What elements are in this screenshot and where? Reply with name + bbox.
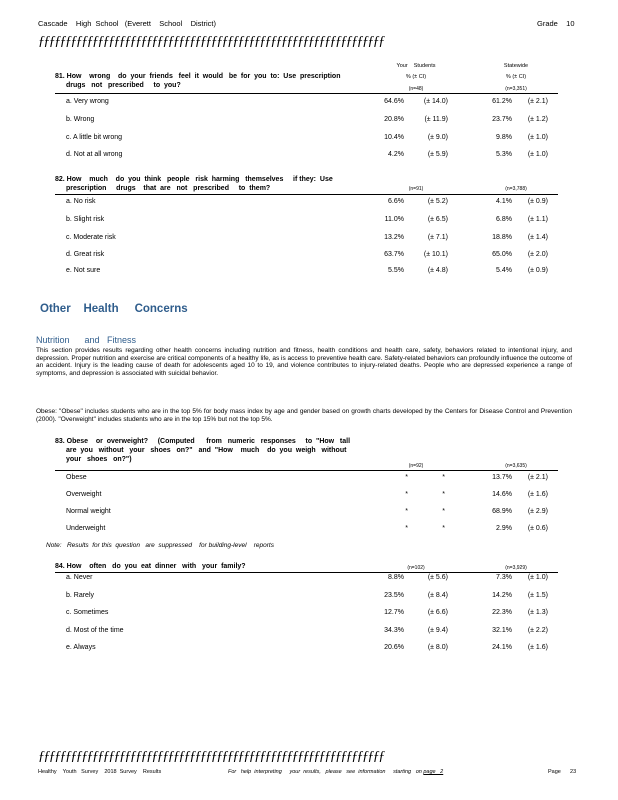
school-ci: (± 5.2) — [427, 198, 448, 205]
q81-question-line1: 81. How wrong do your friends feel it would be for you to: Use prescription — [55, 73, 341, 80]
state-ci: (± 1.0) — [527, 134, 548, 141]
state-pct: 61.2% — [492, 98, 512, 105]
q81-question-line2: drugs not prescribed to you? — [66, 82, 181, 89]
school-pct: 5.5% — [388, 267, 404, 274]
q81-n-school: (n=48) — [408, 86, 424, 92]
q83-question-line1: 83. Obese or overweight? (Computed from numeric responses to "How tall — [55, 438, 351, 445]
row-label: Normal weight — [66, 508, 111, 515]
school-pct: 23.5% — [384, 592, 404, 599]
subsection-title: Nutrition and Fitness — [36, 335, 137, 345]
row-label: b. Wrong — [66, 116, 95, 123]
school-pct: * — [405, 491, 408, 498]
q82-n-state: (n=3,788) — [505, 186, 527, 192]
pct-ci-state-header: % (± CI) — [505, 74, 527, 80]
footer-rule: ƒƒƒƒƒƒƒƒƒƒƒƒƒƒƒƒƒƒƒƒƒƒƒƒƒƒƒƒƒƒƒƒƒƒƒƒƒƒƒƒƒƒƒƒƒƒƒƒƒƒƒƒƒƒƒƒƒƒƒƒƒƒƒƒ — [38, 749, 384, 764]
school-ci: * — [442, 508, 445, 515]
q84-question-line1: 84. How often do you eat dinner with your family? — [55, 563, 246, 570]
school-pct: 64.6% — [384, 98, 404, 105]
school-ci: (± 4.8) — [427, 267, 448, 274]
state-pct: 14.2% — [492, 592, 512, 599]
state-ci: (± 1.0) — [527, 574, 548, 581]
row-label: c. A little bit wrong — [66, 134, 123, 141]
school-ci: (± 6.6) — [427, 609, 448, 616]
school-ci: (± 7.1) — [427, 234, 448, 241]
school-pct: 34.3% — [384, 627, 404, 634]
school-ci: (± 10.1) — [423, 251, 448, 258]
row-label: a. No risk — [66, 198, 96, 205]
footer-help-label: For help interpreting your results, please see information starting on — [228, 769, 424, 775]
row-label: d. Great risk — [66, 251, 105, 258]
obese-definition: Obese: "Obese" includes students who are in the top 5% for body mass index by age and gender based on growth charts developed by the Centers for Disease Control and Prevention (2000). "Overweight" includes students who are in the top 15% but not the top 5%. — [36, 408, 572, 423]
school-pct: 4.2% — [388, 151, 404, 158]
school-pct: 63.7% — [384, 251, 404, 258]
q82-n-school: (n=91) — [408, 186, 424, 192]
school-ci: (± 5.6) — [427, 574, 448, 581]
school-pct: 12.7% — [384, 609, 404, 616]
q83-suppression-note: Note: Results for this question are suppressed for building-level reports — [46, 542, 274, 549]
state-ci: (± 1.2) — [527, 116, 548, 123]
q82-question-line1: 82. How much do you think people risk harming themselves if they: Use — [55, 176, 333, 183]
row-label: a. Never — [66, 574, 93, 581]
school-ci: (± 9.4) — [427, 627, 448, 634]
state-pct: 2.9% — [496, 525, 512, 532]
state-ci: (± 2.2) — [527, 627, 548, 634]
state-ci: (± 2.9) — [527, 508, 548, 515]
state-pct: 7.3% — [496, 574, 512, 581]
state-ci: (± 1.5) — [527, 592, 548, 599]
school-pct: * — [405, 474, 408, 481]
state-pct: 9.8% — [496, 134, 512, 141]
school-pct: 10.4% — [384, 134, 404, 141]
school-pct: 6.6% — [388, 198, 404, 205]
school-ci: * — [442, 474, 445, 481]
q81-n-state: (n=3,351) — [505, 86, 527, 92]
q83-n-school: (n=92) — [408, 463, 424, 469]
state-ci: (± 0.9) — [527, 198, 548, 205]
state-pct: 68.9% — [492, 508, 512, 515]
state-ci: (± 2.1) — [527, 98, 548, 105]
row-label: d. Not at all wrong — [66, 151, 123, 158]
state-pct: 5.4% — [496, 267, 512, 274]
q84-divider — [55, 572, 558, 573]
school-ci: * — [442, 525, 445, 532]
state-pct: 4.1% — [496, 198, 512, 205]
state-ci: (± 1.6) — [527, 644, 548, 651]
state-ci: (± 1.1) — [527, 216, 548, 223]
state-pct: 23.7% — [492, 116, 512, 123]
school-pct: 8.8% — [388, 574, 404, 581]
state-pct: 6.8% — [496, 216, 512, 223]
school-ci: (± 8.4) — [427, 592, 448, 599]
state-pct: 13.7% — [492, 474, 512, 481]
statewide-header: Statewide — [503, 63, 529, 69]
state-ci: (± 1.6) — [527, 491, 548, 498]
school-pct: * — [405, 508, 408, 515]
state-ci: (± 0.6) — [527, 525, 548, 532]
school-ci: (± 5.9) — [427, 151, 448, 158]
footer-help-text — [228, 769, 443, 775]
state-ci: (± 1.0) — [527, 151, 548, 158]
state-pct: 65.0% — [492, 251, 512, 258]
school-ci: (± 8.0) — [427, 644, 448, 651]
row-label: Obese — [66, 474, 87, 481]
your-students-header: Your Students — [396, 63, 436, 69]
school-pct: 13.2% — [384, 234, 404, 241]
row-label: e. Not sure — [66, 267, 101, 274]
school-pct: * — [405, 525, 408, 532]
school-ci: (± 9.0) — [427, 134, 448, 141]
state-pct: 22.3% — [492, 609, 512, 616]
state-ci: (± 1.3) — [527, 609, 548, 616]
grade-label: Grade 10 — [537, 19, 575, 28]
row-label: b. Rarely — [66, 592, 95, 599]
row-label: d. Most of the time — [66, 627, 124, 634]
footer-survey-title: Healthy Youth Survey 2018 Survey Results — [38, 769, 162, 775]
row-label: Underweight — [66, 525, 106, 532]
q82-divider — [55, 194, 558, 195]
header-rule: ƒƒƒƒƒƒƒƒƒƒƒƒƒƒƒƒƒƒƒƒƒƒƒƒƒƒƒƒƒƒƒƒƒƒƒƒƒƒƒƒƒƒƒƒƒƒƒƒƒƒƒƒƒƒƒƒƒƒƒƒƒƒƒƒ — [38, 34, 384, 49]
school-ci: (± 6.5) — [427, 216, 448, 223]
q84-n-state: (n=3,929) — [505, 565, 527, 571]
section-title: Other Health Concerns — [40, 303, 188, 315]
state-ci: (± 2.0) — [527, 251, 548, 258]
q83-n-state: (n=3,635) — [505, 463, 527, 469]
state-pct: 5.3% — [496, 151, 512, 158]
row-label: Overweight — [66, 491, 102, 498]
row-label: e. Always — [66, 644, 96, 651]
state-pct: 24.1% — [492, 644, 512, 651]
page-number: Page 23 — [548, 769, 577, 775]
school-header: Cascade High School (Everett School District) — [38, 19, 216, 28]
state-pct: 14.6% — [492, 491, 512, 498]
row-label: c. Sometimes — [66, 609, 109, 616]
section-intro: This section provides results regarding other health concerns including nutrition and fitness, health conditions and health care, safety, behaviors related to intentional injury, and depression. Proper nutrition and exercise are critical components of a healthy life, as is access to preventive health care. Safety-related behaviors can profoundly influence the outcome of an accident. Injury is the leading cause of death for adolescents aged 10 to 19, and violence contributes to injury-related deaths. People who are depressed experience a range of symptoms, and depression is associated with suicidal behavior. — [36, 347, 572, 377]
page-2-link[interactable]: page 2 — [423, 769, 444, 775]
q83-question-line3: your shoes on?") — [66, 456, 132, 463]
state-ci: (± 1.4) — [527, 234, 548, 241]
school-ci: (± 11.9) — [424, 116, 448, 123]
state-ci: (± 2.1) — [527, 474, 548, 481]
row-label: a. Very wrong — [66, 98, 109, 105]
q84-n-school: (n=102) — [407, 565, 425, 571]
q83-question-line2: are you without your shoes on?" and "How much do you weigh without — [66, 447, 347, 454]
state-pct: 18.8% — [492, 234, 512, 241]
school-pct: 20.8% — [384, 116, 404, 123]
state-pct: 32.1% — [492, 627, 512, 634]
school-pct: 20.6% — [384, 644, 404, 651]
school-pct: 11.0% — [384, 216, 404, 223]
row-label: b. Slight risk — [66, 216, 105, 223]
row-label: c. Moderate risk — [66, 234, 116, 241]
state-ci: (± 0.9) — [527, 267, 548, 274]
pct-ci-school-header: % (± CI) — [405, 74, 427, 80]
q82-question-line2: prescription drugs that are not prescribed to them? — [66, 185, 271, 192]
q83-divider — [55, 470, 558, 471]
school-ci: * — [442, 491, 445, 498]
q81-divider — [55, 93, 558, 94]
school-ci: (± 14.0) — [423, 98, 448, 105]
